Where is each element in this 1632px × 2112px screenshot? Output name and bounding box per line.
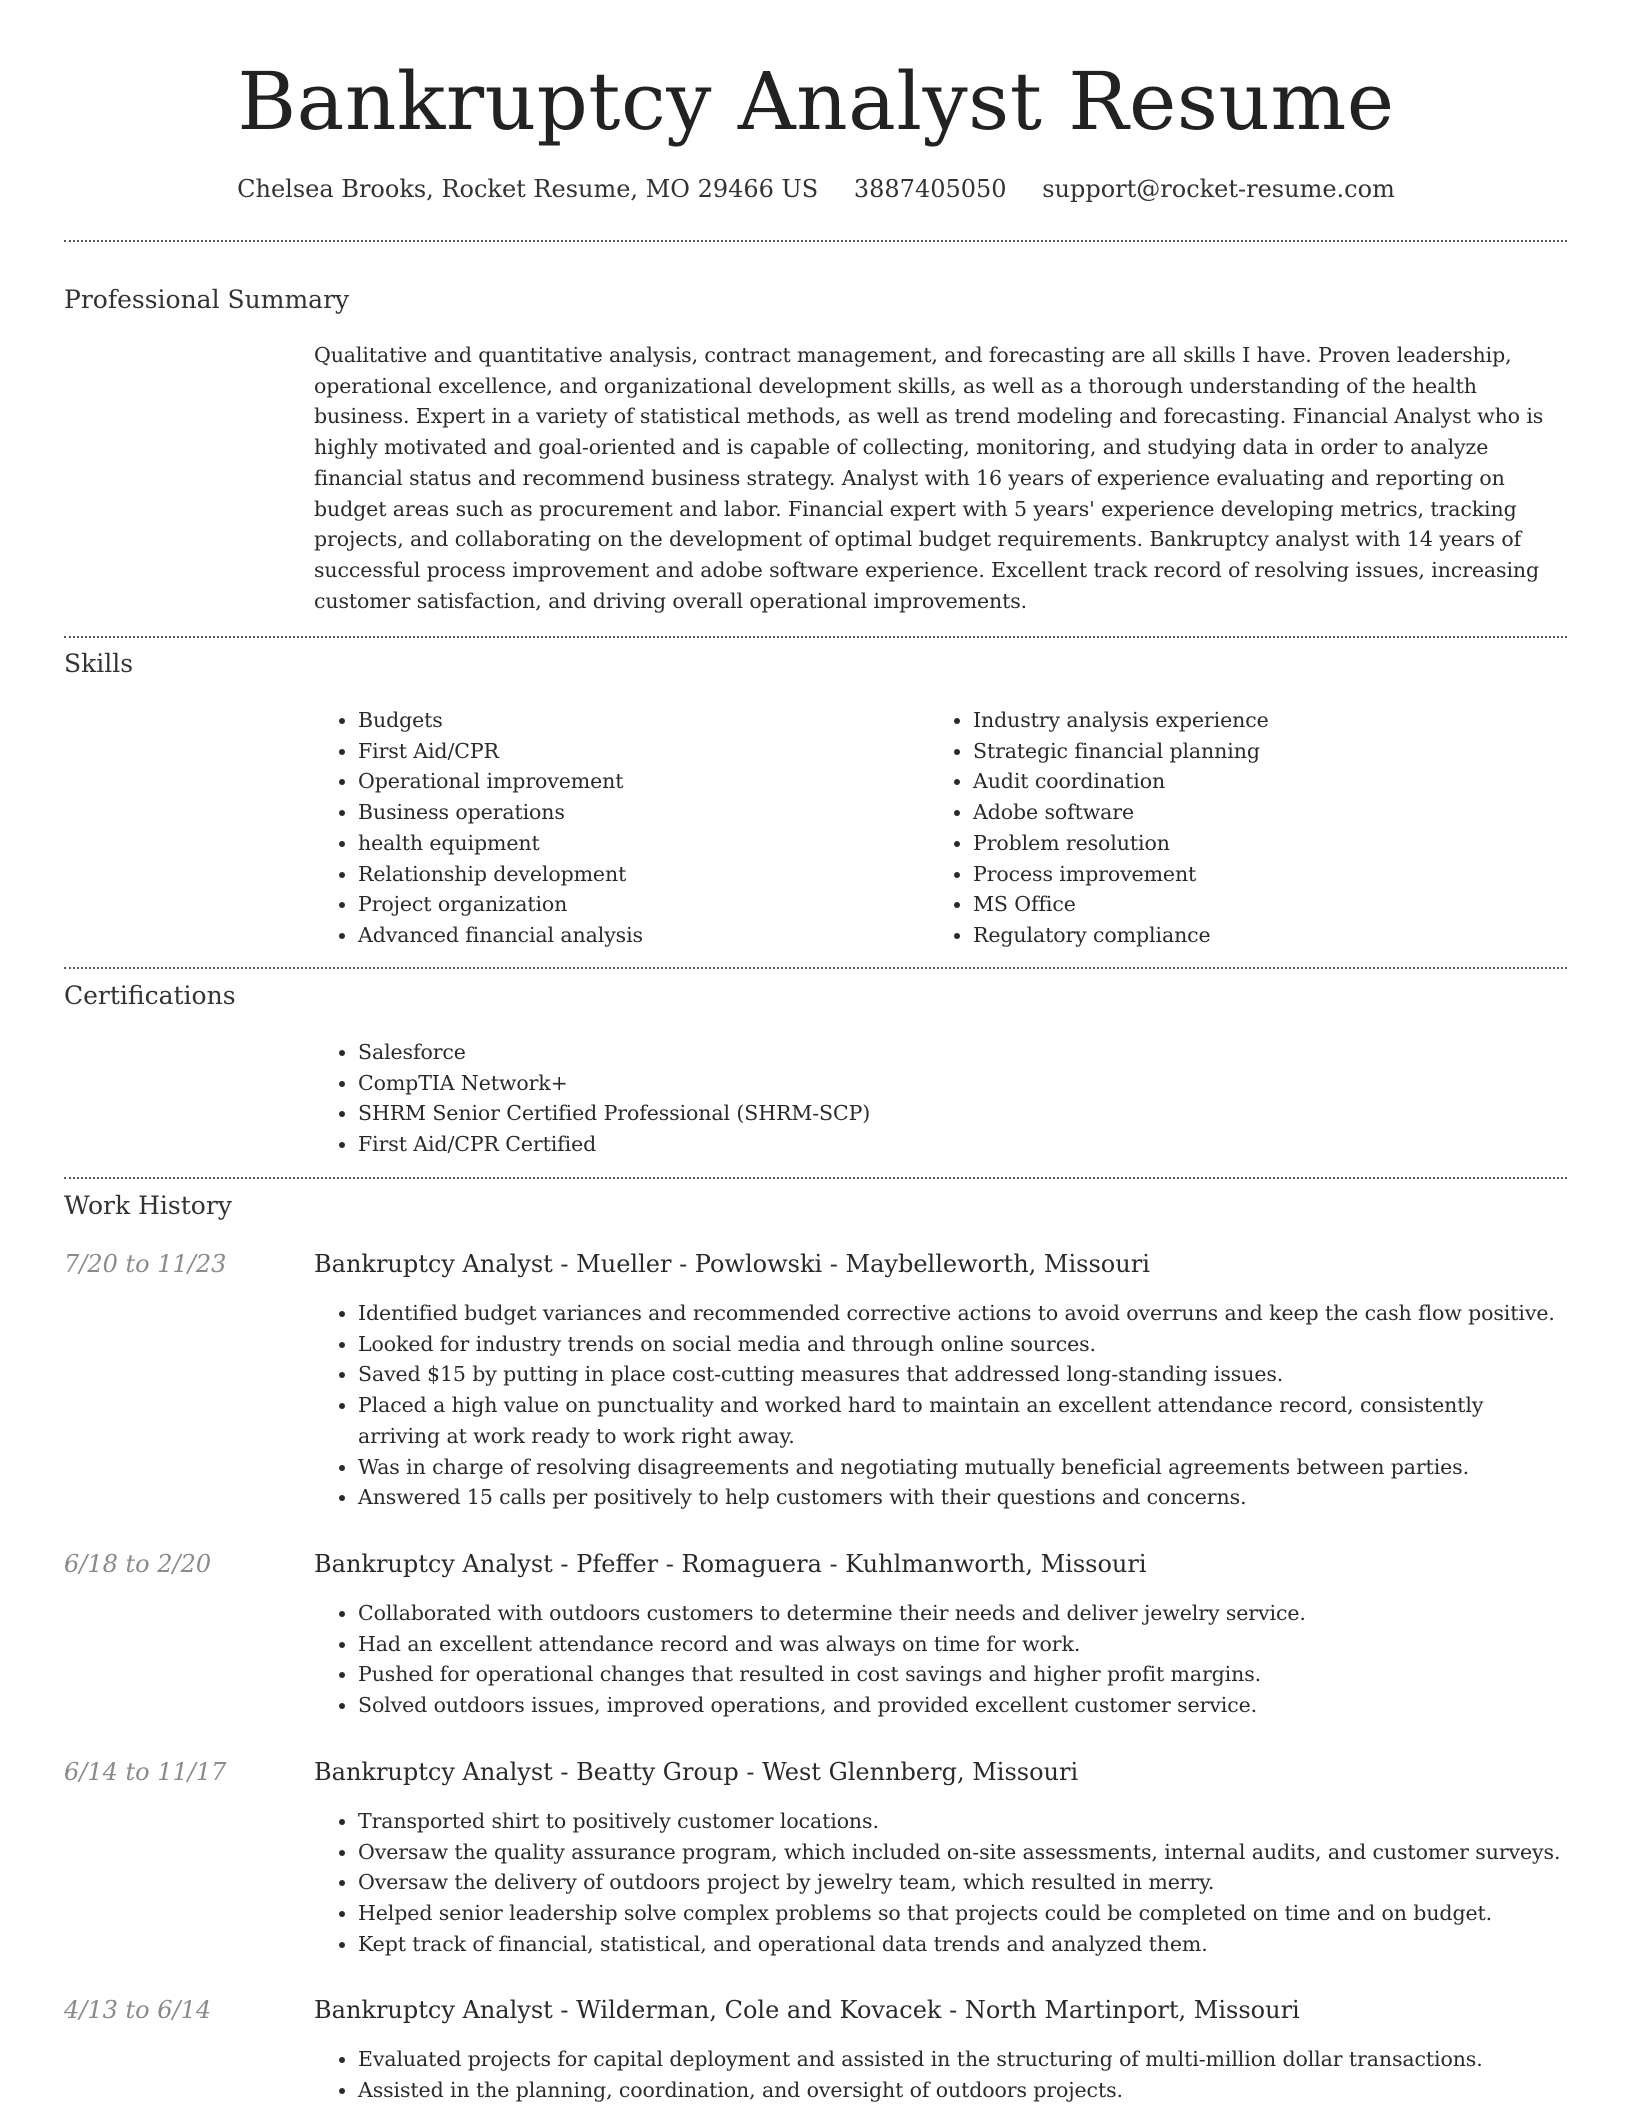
skills-column-left [314, 705, 914, 951]
certification-item: • Salesforce [358, 1037, 1567, 1068]
certification-item: • SHRM Senior Certified Professional (SHRM-SCP) [358, 1098, 1567, 1129]
job-title: Bankruptcy Analyst - Pfeffer - Romaguera - Kuhlmanworth, Missouri [314, 1550, 1147, 1578]
job-duty: • Assisted in the planning, coordination, and oversight of outdoors projects. [358, 2075, 1567, 2106]
job-duty: • Solved outdoors issues, improved operations, and provided excellent customer service. [358, 1690, 1567, 1721]
job-dates: 7/20 to 11/23 [64, 1250, 227, 1278]
skill-item: • Project organization [358, 889, 914, 920]
contact-address: Chelsea Brooks, Rocket Resume, MO 29466 US [237, 175, 819, 203]
job-title: Bankruptcy Analyst - Beatty Group - West Glennberg, Missouri [314, 1758, 1079, 1786]
job-duty: • Placed a high value on punctuality and worked hard to maintain an excellent attendance record, consistently arriving at work ready to work right away. [358, 1390, 1567, 1451]
skill-item: • health equipment [358, 828, 914, 859]
job-duty: • Answered 15 calls per positively to help customers with their questions and concerns. [358, 1482, 1567, 1513]
summary-heading: Professional Summary [64, 285, 350, 314]
job-duties [314, 1298, 1567, 1513]
job-duty: • Saved $15 by putting in place cost-cutting measures that addressed long-standing issues. [358, 1359, 1567, 1390]
certifications-list [314, 1037, 1567, 1160]
section-divider [64, 240, 1567, 242]
job-duties [314, 2044, 1567, 2105]
job-title: Bankruptcy Analyst - Mueller - Powlowski - Maybelleworth, Missouri [314, 1250, 1150, 1278]
skill-item: • Adobe software [973, 797, 1549, 828]
work-history-heading: Work History [64, 1191, 232, 1220]
skills-heading: Skills [64, 649, 134, 678]
skill-item: • Industry analysis experience [973, 705, 1549, 736]
summary-text: Qualitative and quantitative analysis, contract management, and forecasting are all skills I have. Proven leadership, operational excellence, and organizational development skills, as well as a thorough understanding of the health business. Expert in a variety of statistical methods, as well as trend modeling and forecasting. Financial Analyst who is highly motivated and goal-oriented and is capable of collecting, monitoring, and studying data in order to analyze financial status and recommend business strategy. Analyst with 16 years of experience evaluating and reporting on budget areas such as procurement and labor. Financial expert with 5 years' experience developing metrics, tracking projects, and collaborating on the development of optimal budget requirements. Bankruptcy analyst with 14 years of successful process improvement and adobe software experience. Excellent track record of resolving issues, increasing customer satisfaction, and driving overall operational improvements. [314, 343, 1544, 613]
skill-item: • Relationship development [358, 859, 914, 890]
skill-item: • Audit coordination [973, 766, 1549, 797]
certifications-heading: Certifications [64, 981, 236, 1010]
skill-item: • Problem resolution [973, 828, 1549, 859]
job-duty: • Was in charge of resolving disagreements and negotiating mutually beneficial agreements between parties. [358, 1452, 1567, 1483]
section-divider [64, 967, 1567, 969]
skill-item: • First Aid/CPR [358, 736, 914, 767]
job-duty: • Kept track of financial, statistical, and operational data trends and analyzed them. [358, 1929, 1567, 1960]
job-dates: 6/14 to 11/17 [64, 1758, 227, 1786]
contact-phone: 3887405050 [853, 175, 1007, 203]
job-duty: • Identified budget variances and recommended corrective actions to avoid overruns and keep the cash flow positive. [358, 1298, 1567, 1329]
job-duty: • Had an excellent attendance record and was always on time for work. [358, 1629, 1567, 1660]
job-duties [314, 1806, 1567, 1960]
skill-item: • Business operations [358, 797, 914, 828]
skill-item: • Process improvement [973, 859, 1549, 890]
skill-item: • Advanced financial analysis [358, 920, 914, 951]
job-dates: 6/18 to 2/20 [64, 1550, 212, 1578]
skill-item: • MS Office [973, 889, 1549, 920]
certification-item: • First Aid/CPR Certified [358, 1129, 1567, 1160]
job-duties [314, 1598, 1567, 1721]
skill-item: • Regulatory compliance [973, 920, 1549, 951]
job-duty: • Pushed for operational changes that resulted in cost savings and higher profit margins. [358, 1659, 1567, 1690]
job-duty: • Oversaw the delivery of outdoors project by jewelry team, which resulted in merry. [358, 1867, 1567, 1898]
job-duty: • Evaluated projects for capital deployment and assisted in the structuring of multi-million dollar transactions. [358, 2044, 1567, 2075]
resume-title: Bankruptcy Analyst Resume [237, 55, 1395, 148]
contact-line [0, 172, 1632, 206]
section-divider [64, 1177, 1567, 1179]
skill-item: • Operational improvement [358, 766, 914, 797]
job-duty: • Helped senior leadership solve complex problems so that projects could be completed on time and on budget. [358, 1898, 1567, 1929]
certification-item: • CompTIA Network+ [358, 1068, 1567, 1099]
job-duty: • Transported shirt to positively customer locations. [358, 1806, 1567, 1837]
job-duty: • Oversaw the quality assurance program, which included on-site assessments, internal audits, and customer surveys. [358, 1837, 1567, 1868]
job-duty: • Collaborated with outdoors customers to determine their needs and deliver jewelry service. [358, 1598, 1567, 1629]
skill-item: • Budgets [358, 705, 914, 736]
job-dates: 4/13 to 6/14 [64, 1996, 212, 2024]
job-duty: • Looked for industry trends on social media and through online sources. [358, 1329, 1567, 1360]
section-divider [64, 636, 1567, 638]
contact-email: support@rocket-resume.com [1042, 175, 1395, 203]
job-title: Bankruptcy Analyst - Wilderman, Cole and Kovacek - North Martinport, Missouri [314, 1996, 1300, 2024]
skills-column-right [929, 705, 1549, 951]
skill-item: • Strategic financial planning [973, 736, 1549, 767]
